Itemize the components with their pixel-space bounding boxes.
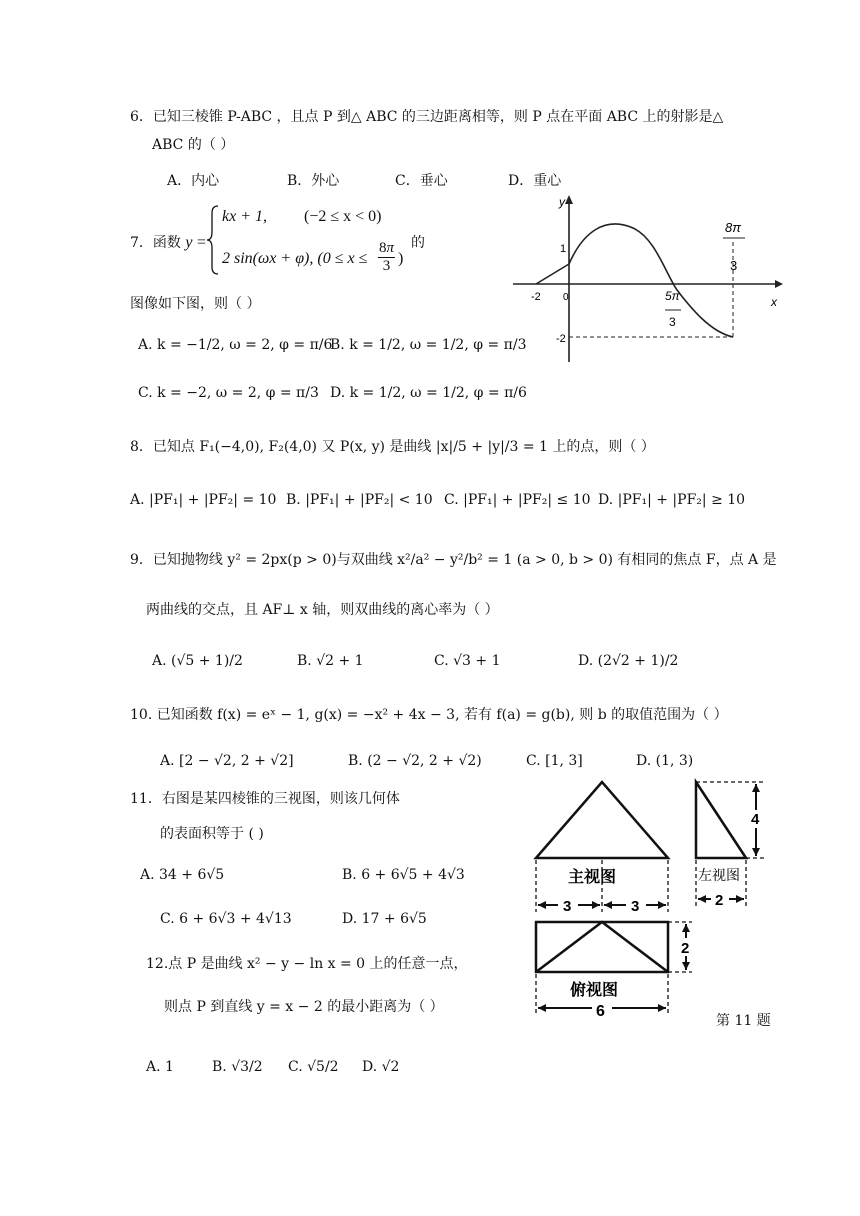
graph-5pi-num: 5π	[665, 289, 680, 303]
q7-prefix: 7．函数 y =	[130, 234, 206, 251]
graph-sine-piece	[569, 224, 733, 337]
q10-option-a: A. [2 − √2, 2 + √2]	[160, 753, 294, 769]
q7-option-d: D. k = 1/2, ω = 1/2, φ = π/6	[330, 385, 527, 401]
q7-option-a: A. k = −1/2, ω = 2, φ = π/6	[138, 337, 333, 353]
q12-option-d: D. √2	[362, 1059, 400, 1075]
q11-option-d: D. 17 + 6√5	[342, 911, 427, 927]
left-view	[696, 782, 746, 858]
graph-tick-neg2: -2	[531, 291, 541, 303]
top-view-label: 俯视图	[570, 982, 619, 999]
dim-3-right: 3	[631, 898, 640, 915]
q9-option-c: C. √3 + 1	[434, 653, 501, 669]
q8-option-b: B. |PF₁| + |PF₂| < 10	[286, 492, 433, 508]
q11-stem-line2: 的表面积等于 ( )	[160, 826, 264, 842]
q9-option-b: B. √2 + 1	[297, 653, 364, 669]
q7-case2-bound: $\frac{8\pi}{3}$	[379, 240, 395, 274]
q10-option-b: B. (2 − √2, 2 + √2)	[348, 753, 482, 769]
q6-option-d: D．重心	[508, 173, 562, 189]
graph-y-label: y	[559, 195, 565, 209]
graph-linear-piece	[536, 264, 569, 284]
graph-8pi-num: 8π	[725, 220, 741, 235]
q7-option-b: B. k = 1/2, ω = 1/2, φ = π/3	[330, 337, 527, 353]
q12-option-c: C. √5/2	[288, 1059, 339, 1075]
q9-stem-line1: 9．已知抛物线 y² = 2px(p > 0)与双曲线 x²/a² − y²/b² = 1 (a > 0, b > 0) 有相同的焦点 F，点 A 是	[130, 552, 777, 568]
q9-option-d: D. (2√2 + 1)/2	[578, 653, 679, 669]
q9-stem-line2: 两曲线的交点，且 AF⊥ x 轴，则双曲线的离心率为（ ）	[146, 602, 499, 618]
q7-case2-expr: 2 sin(ωx + φ), (0 ≤ x ≤	[222, 250, 368, 267]
q7-stem-line2: 图像如下图，则（ ）	[130, 296, 261, 312]
graph-origin: 0	[563, 292, 569, 303]
q12-stem-line1: 12.点 P 是曲线 x² − y − ln x = 0 上的任意一点，	[146, 956, 468, 972]
front-view	[536, 782, 668, 858]
q10-stem: 10. 已知函数 f(x) = eˣ − 1, g(x) = −x² + 4x − 3, 若有 f(a) = g(b), 则 b 的取值范围为（ ）	[130, 707, 728, 723]
q10-option-c: C. [1, 3]	[526, 753, 583, 769]
q6-option-a: A．内心	[167, 173, 220, 189]
q7-case1-expr: kx + 1,	[222, 208, 267, 225]
graph-x-label: x	[771, 295, 777, 309]
dim-3-left: 3	[563, 898, 572, 915]
graph-tick-1: 1	[560, 243, 567, 255]
q8-option-c: C. |PF₁| + |PF₂| ≤ 10	[444, 492, 591, 508]
q11-figure-caption: 第 11 题	[716, 1013, 771, 1029]
q9-option-a: A. (√5 + 1)/2	[152, 653, 243, 669]
dim-2-top-view: 2	[681, 940, 690, 957]
dim-6: 6	[596, 1003, 605, 1020]
q11-option-b: B. 6 + 6√5 + 4√3	[342, 867, 465, 883]
q12-option-a: A. 1	[146, 1059, 174, 1075]
graph-tick-neg2-y: -2	[556, 333, 566, 345]
q7-function-graph	[505, 192, 795, 367]
q6-option-c: C．垂心	[395, 173, 448, 189]
graph-5pi-den: 3	[669, 315, 676, 329]
q7-suffix: 的	[411, 235, 425, 251]
q11-three-view-figure	[528, 776, 780, 1028]
q11-option-a: A. 34 + 6√5	[140, 867, 225, 883]
q7-option-c: C. k = −2, ω = 2, φ = π/3	[138, 385, 319, 401]
q8-option-a: A. |PF₁| + |PF₂| = 10	[130, 492, 277, 508]
q12-option-b: B. √3/2	[212, 1059, 263, 1075]
q7-case1-condition: (−2 ≤ x < 0)	[304, 208, 382, 225]
q8-stem: 8．已知点 F₁(−4,0), F₂(4,0) 又 P(x, y) 是曲线 |x|/5 + |y|/3 = 1 上的点，则（ ）	[130, 439, 655, 455]
graph-8pi-den: 3	[730, 258, 738, 273]
top-view	[536, 922, 668, 972]
q6-stem-line2: ABC 的（ ）	[152, 137, 235, 153]
front-view-label: 主视图	[568, 869, 617, 886]
q11-stem-line1: 11．右图是某四棱锥的三视图，则该几何体	[130, 791, 400, 807]
q6-option-b: B．外心	[287, 173, 340, 189]
q11-option-c: C. 6 + 6√3 + 4√13	[160, 911, 292, 927]
left-view-label: 左视图	[698, 867, 740, 883]
q6-stem-line1: 6．已知三棱锥 P-ABC ，且点 P 到△ ABC 的三边距离相等，则 P 点在平面 ABC 上的射影是△	[130, 109, 724, 125]
dim-4: 4	[751, 811, 760, 828]
dim-2-left-view: 2	[715, 892, 724, 909]
q8-option-d: D. |PF₁| + |PF₂| ≥ 10	[598, 492, 746, 508]
q7-piecewise-brace	[206, 204, 220, 276]
q10-option-d: D. (1, 3)	[636, 753, 694, 769]
q12-stem-line2: 则点 P 到直线 y = x − 2 的最小距离为（ ）	[164, 999, 444, 1015]
